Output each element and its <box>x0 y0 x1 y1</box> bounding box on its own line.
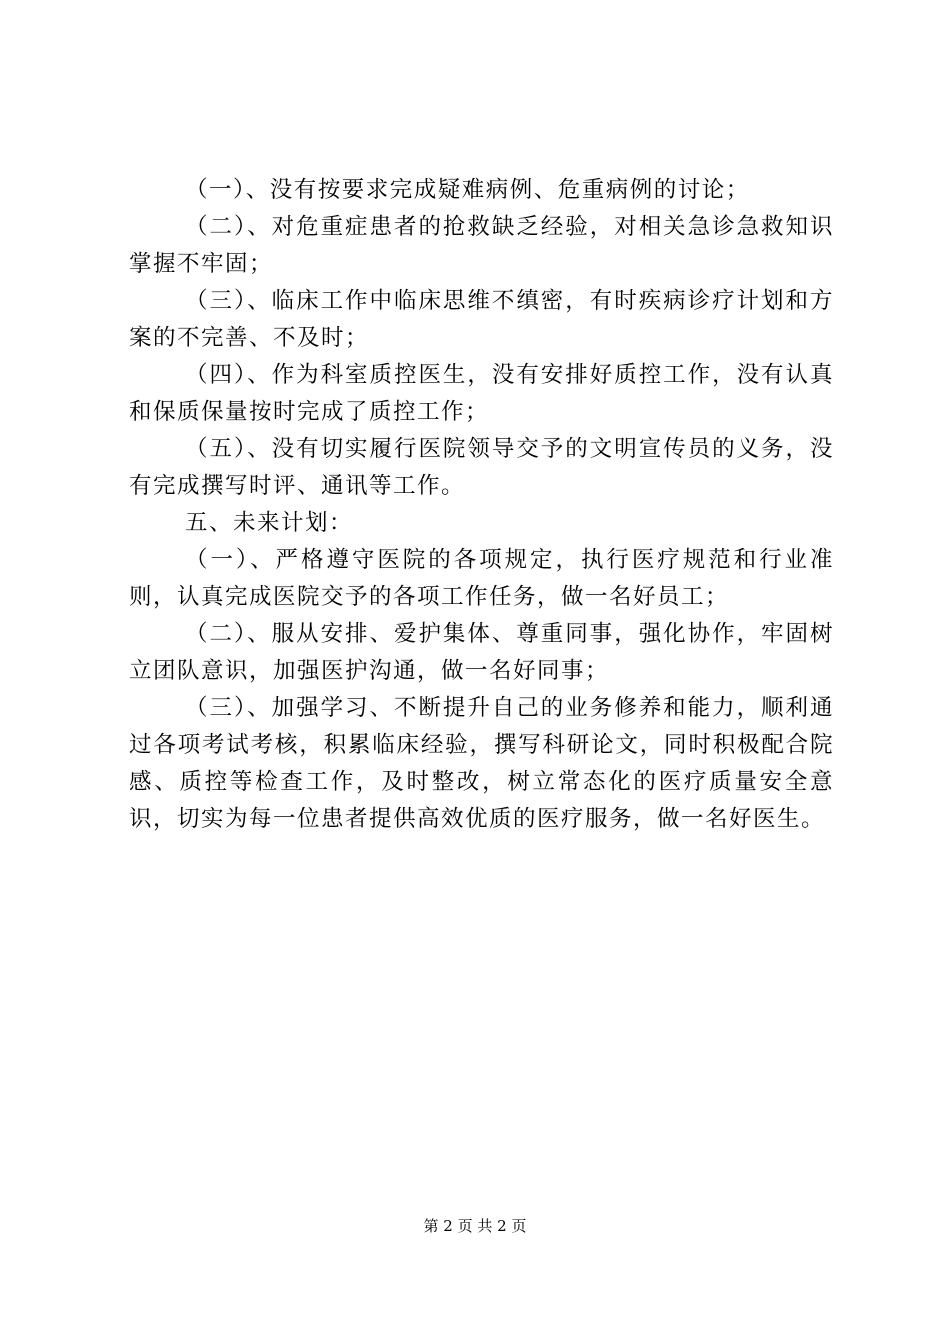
paragraph-item-1: （一）、没有按要求完成疑难病例、危重病例的讨论； <box>185 177 750 203</box>
paragraph-item-2: （二）、对危重症患者的抢救缺乏经验，对相关急诊急救知识掌握不牢固； <box>129 214 834 277</box>
paragraph-item-7: （二）、服从安排、爱护集体、尊重同事，强化协作，牢固树立团队意识，加强医护沟通，做一名好同事； <box>129 621 834 684</box>
paragraph-item-4: （四）、作为科室质控医生，没有安排好质控工作，没有认真和保质保量按时完成了质控工作； <box>129 362 834 425</box>
section-heading-future-plan: 五、未来计划： <box>185 510 354 536</box>
page-number-footer: 第 2 页 共 2 页 <box>423 1217 527 1235</box>
paragraph-item-8: （三）、加强学习、不断提升自己的业务修养和能力，顺利通过各项考试考核，积累临床经验，撰写科研论文，同时积极配合院感、质控等检查工作，及时整改，树立常态化的医疗质量安全意识，切实为每一位患者提供高效优质的医疗服务，做一名好医生。 <box>129 695 834 832</box>
paragraph-item-6: （一）、严格遵守医院的各项规定，执行医疗规范和行业准则，认真完成医院交予的各项工作任务，做一名好员工； <box>129 547 834 610</box>
paragraph-item-3: （三）、临床工作中临床思维不缜密，有时疾病诊疗计划和方案的不完善、不及时； <box>129 288 834 351</box>
document-body <box>129 172 834 838</box>
paragraph-item-5: （五）、没有切实履行医院领导交予的文明宣传员的义务，没有完成撰写时评、通讯等工作。 <box>129 436 834 499</box>
